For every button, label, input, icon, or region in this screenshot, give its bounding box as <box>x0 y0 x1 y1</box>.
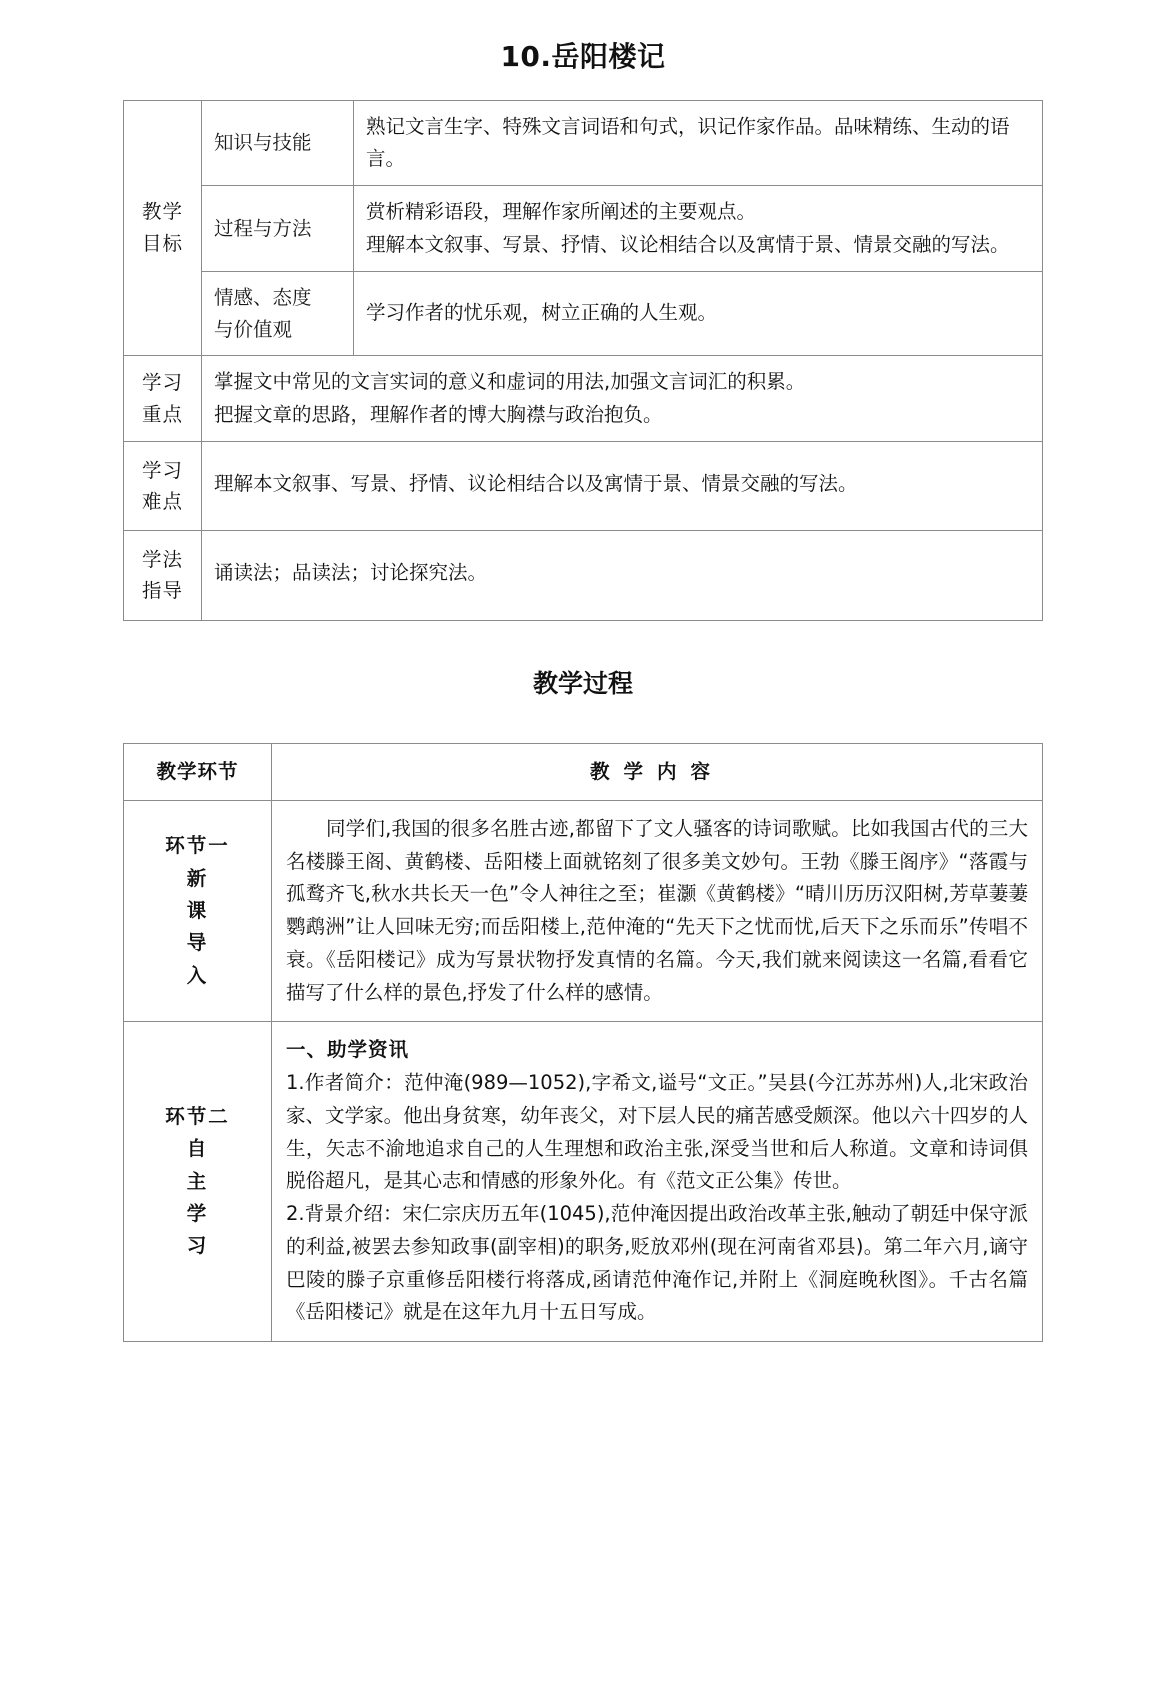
goal-subject-knowledge <box>202 100 354 186</box>
section-title-teaching-process: 教学过程 <box>532 668 633 698</box>
difficult-points-label <box>124 441 202 530</box>
objectives-table <box>123 100 1043 621</box>
goal-content-emotion <box>354 272 1043 356</box>
goal-subject-emotion-line-1: 情感、态度 <box>214 286 312 310</box>
goal-label-line-1: 教学 <box>141 200 183 224</box>
table-row <box>124 100 1043 186</box>
stage-label-two <box>124 1022 272 1342</box>
key-points-content <box>202 356 1043 442</box>
key-points-label-line-2: 重点 <box>141 402 183 426</box>
stage-label-one <box>124 800 272 1022</box>
teaching-process-table <box>123 743 1043 1343</box>
difficult-points-content <box>202 441 1043 530</box>
stage-one-line-2: 新 <box>186 866 209 890</box>
stage-one-line-3: 课 <box>186 899 209 923</box>
goal-content-process-p1: 赏析精彩语段，理解作家所阐述的主要观点。 <box>366 200 757 224</box>
table-row <box>124 356 1043 442</box>
stage-two-subheading: 一、助学资讯 <box>286 1038 410 1062</box>
goal-label-line-2: 目标 <box>141 231 183 255</box>
goal-subject-knowledge-line-1: 知识与技能 <box>214 131 312 155</box>
difficult-points-label-line-2: 难点 <box>141 490 183 514</box>
page-title: 10.岳阳楼记 <box>500 40 666 73</box>
goal-content-knowledge-p1: 熟记文言生字、特殊文言词语和句式，识记作家作品。品味精练、生动的语言。 <box>366 114 1010 170</box>
table-row <box>124 441 1043 530</box>
stage-two-paragraph-author: 1.作者简介：范仲淹(989—1052),字希文,谥号“文正。”吴县(今江苏苏州)人,北宋政治家、文学家。他出身贫寒，幼年丧父，对下层人民的痛苦感受颇深。他以六十四岁的人生，矢志不渝地追求自己的人生理想和政治主张,深受当世和后人称道。文章和诗词俱脱俗超凡，是其心志和情感的形象外化。有《范文正公集》传世。 <box>286 1071 1028 1193</box>
stage-two-line-1: 环节二 <box>165 1104 230 1128</box>
teaching-goal-label <box>124 100 202 356</box>
table-header-row <box>124 743 1043 800</box>
method-guidance-content <box>202 531 1043 620</box>
difficult-points-p1: 理解本文叙事、写景、抒情、议论相结合以及寓情于景、情景交融的写法。 <box>214 471 858 495</box>
goal-content-process <box>354 186 1043 272</box>
key-points-p2: 把握文章的思路，理解作者的博大胸襟与政治抱负。 <box>214 402 663 426</box>
goal-content-process-p2: 理解本文叙事、写景、抒情、议论相结合以及寓情于景、情景交融的写法。 <box>366 232 1010 256</box>
goal-subject-process-line-1: 过程与方法 <box>214 216 312 240</box>
table-row <box>124 186 1043 272</box>
key-points-label-line-1: 学习 <box>141 370 183 394</box>
method-guidance-label-line-1: 学法 <box>141 547 183 571</box>
stage-one-paragraph-1: 同学们,我国的很多名胜古迹,都留下了文人骚客的诗词歌赋。比如我国古代的三大名楼滕王阁、黄鹤楼、岳阳楼上面就铭刻了很多美文妙句。王勃《滕王阁序》“落霞与孤鹜齐飞,秋水共长天一色”令人神往之至；崔灏《黄鹤楼》“晴川历历汉阳树,芳草萋萋鹦鹉洲”让人回味无穷;而岳阳楼上,范仲淹的“先天下之忧而忧,后天下之乐而乐”传唱不衰。《岳阳楼记》成为写景状物抒发真情的名篇。今天,我们就来阅读这一名篇,看看它描写了什么样的景色,抒发了什么样的感情。 <box>286 816 1028 1004</box>
stage-two-line-3: 主 <box>186 1169 209 1193</box>
goal-subject-emotion-line-2: 与价值观 <box>214 317 293 341</box>
method-guidance-p1: 诵读法；品读法；讨论探究法。 <box>214 561 488 585</box>
stage-one-line-1: 环节一 <box>165 834 230 858</box>
goal-content-knowledge <box>354 100 1043 186</box>
stage-two-line-4: 学 <box>186 1202 209 1226</box>
key-points-p1: 掌握文中常见的文言实词的意义和虚词的用法,加强文言词汇的积累。 <box>214 370 806 394</box>
stage-two-line-2: 自 <box>186 1137 209 1161</box>
stage-two-line-5: 习 <box>186 1234 209 1258</box>
difficult-points-label-line-1: 学习 <box>141 458 183 482</box>
table-row <box>124 531 1043 620</box>
table-row <box>124 272 1043 356</box>
stage-one-content <box>272 800 1043 1022</box>
method-guidance-label <box>124 531 202 620</box>
stage-one-line-4: 导 <box>186 931 209 955</box>
goal-content-emotion-p1: 学习作者的忧乐观，树立正确的人生观。 <box>366 301 718 325</box>
method-guidance-label-line-2: 指导 <box>141 579 183 603</box>
stage-two-paragraph-background: 2.背景介绍：宋仁宗庆历五年(1045),范仲淹因提出政治改革主张,触动了朝廷中保守派的利益,被罢去参知政事(副宰相)的职务,贬放邓州(现在河南省邓县)。第二年六月,谪守巴陵的滕子京重修岳阳楼行将落成,函请范仲淹作记,并附上《洞庭晚秋图》。千古名篇《岳阳楼记》就是在这年九月十五日写成。 <box>286 1202 1028 1324</box>
goal-subject-emotion <box>202 272 354 356</box>
goal-subject-process <box>202 186 354 272</box>
header-teaching-content: 教学内容 <box>272 743 1043 800</box>
header-teaching-link: 教学环节 <box>124 743 272 800</box>
stage-one-line-5: 入 <box>186 963 209 987</box>
key-points-label <box>124 356 202 442</box>
stage-two-content <box>272 1022 1043 1342</box>
table-row <box>124 800 1043 1022</box>
table-row <box>124 1022 1043 1342</box>
